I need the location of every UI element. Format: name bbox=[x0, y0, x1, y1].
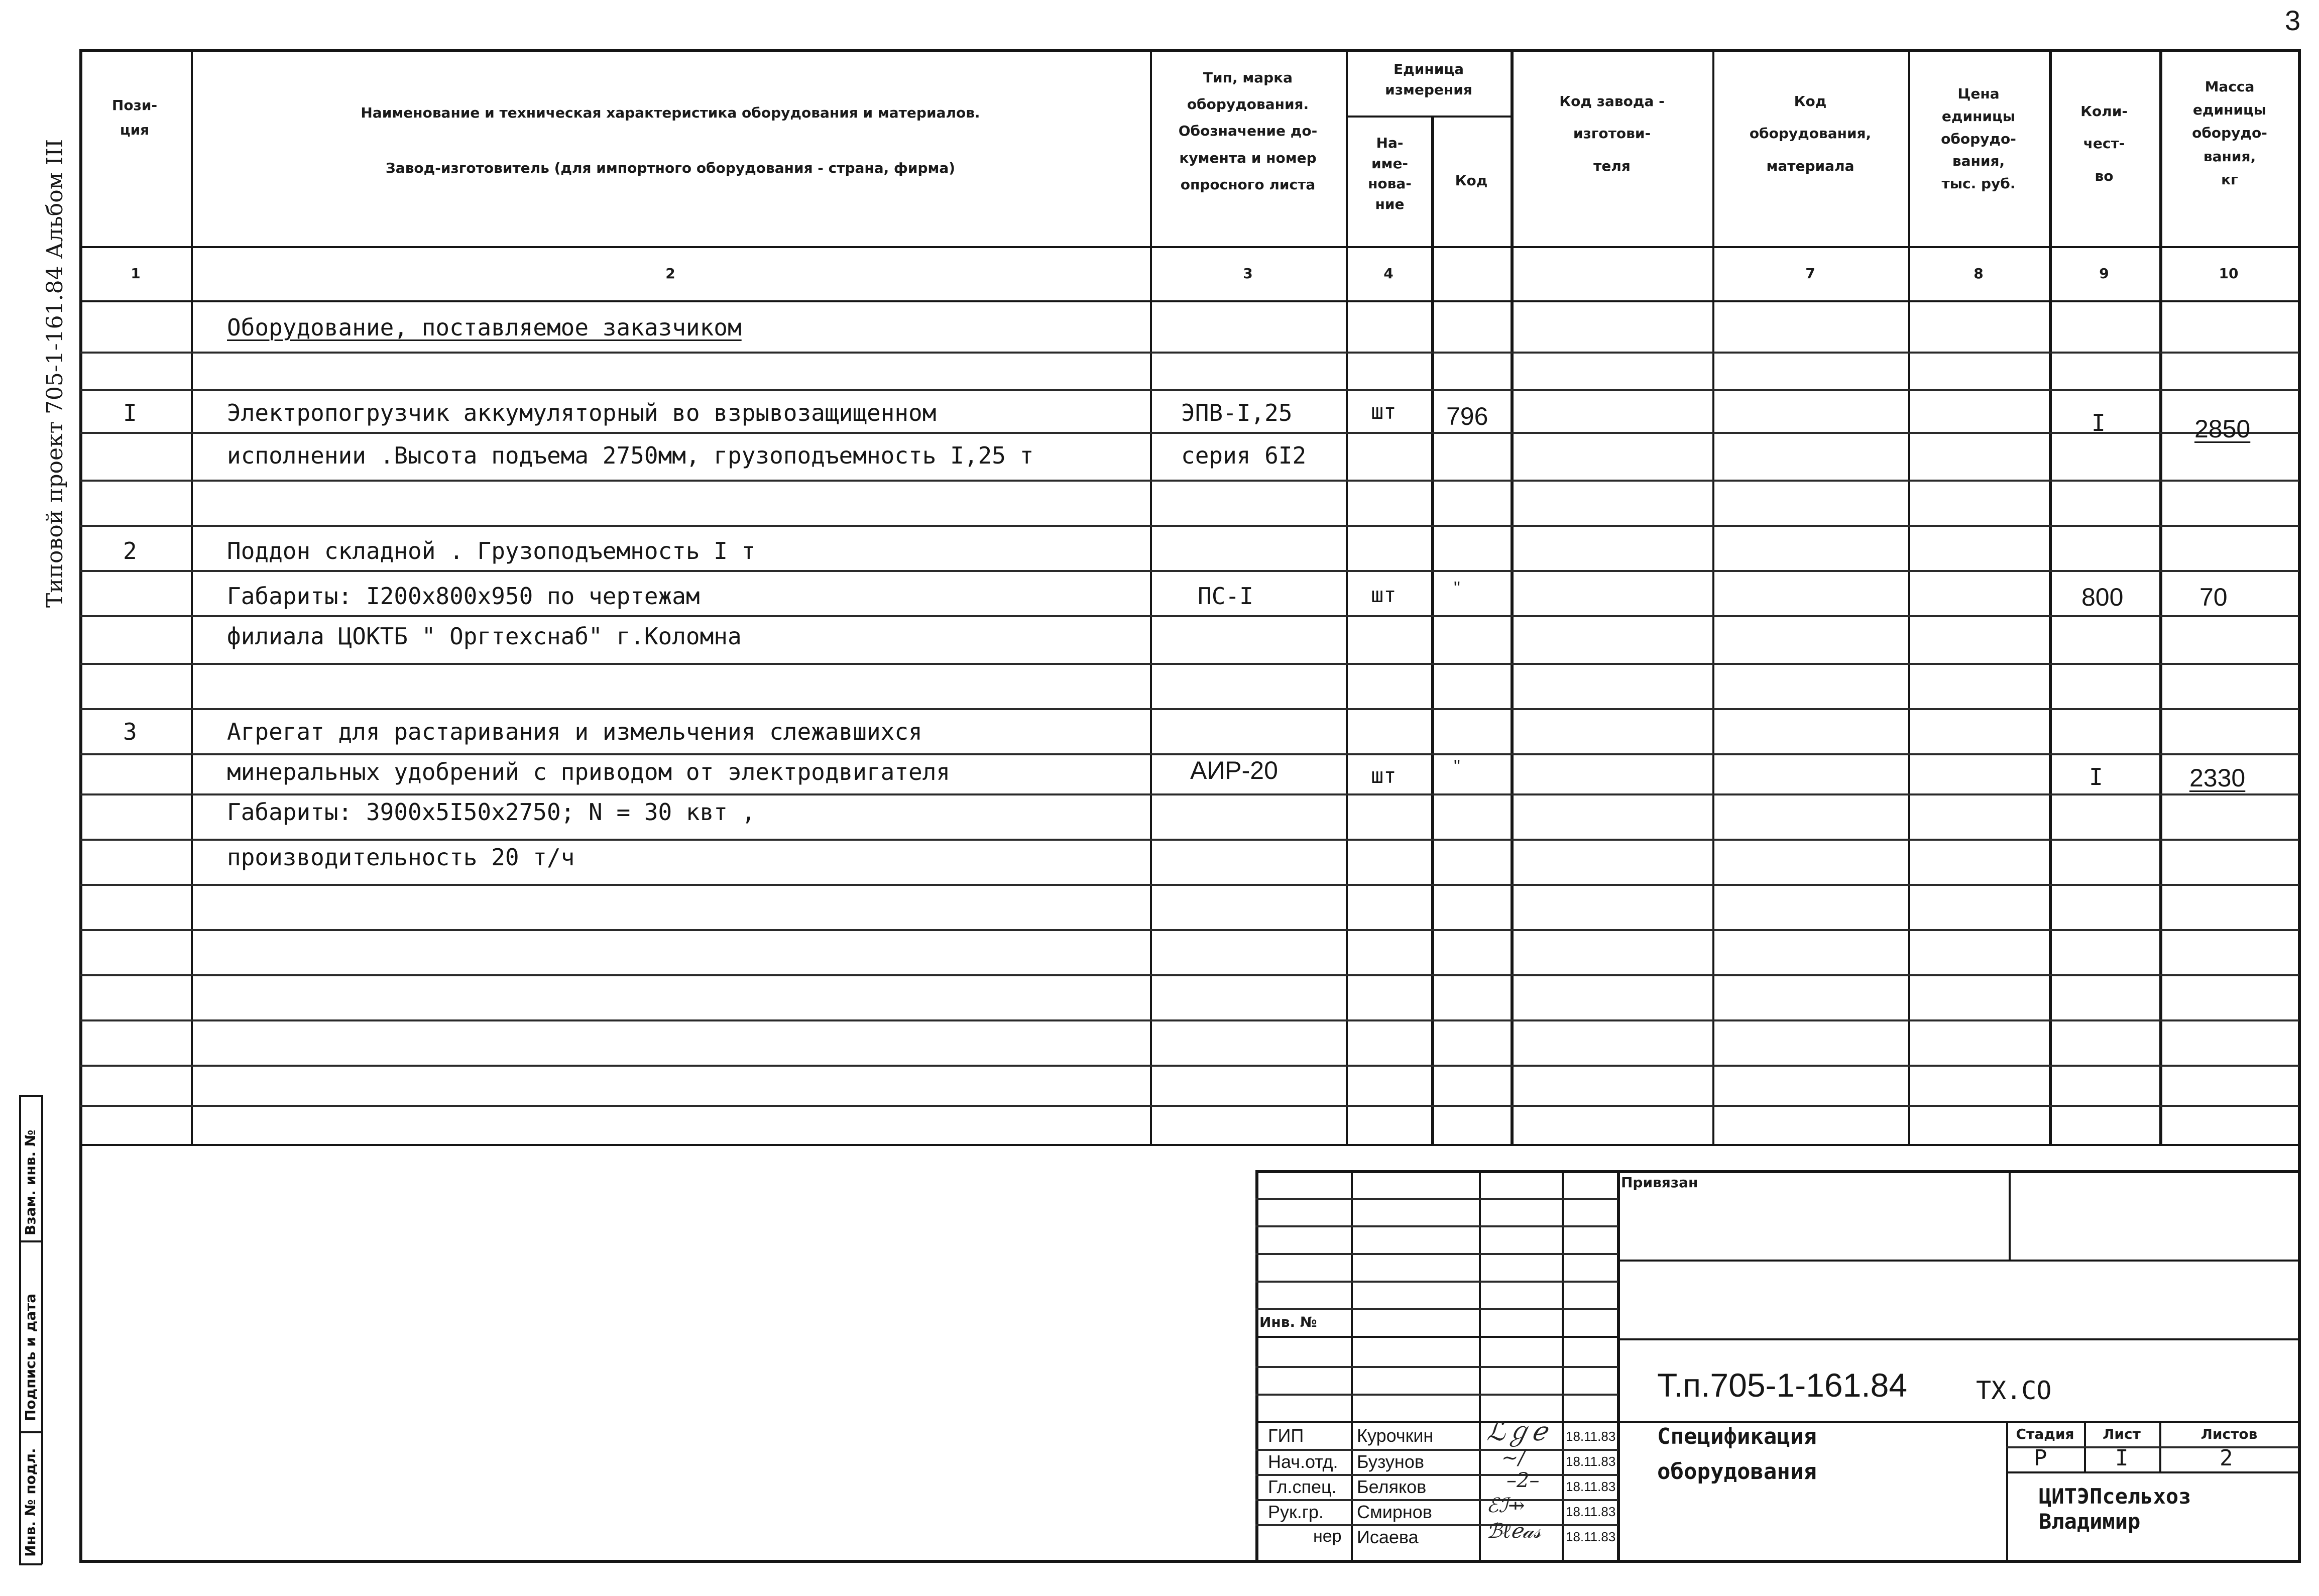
item-line: Агрегат для растаривания и измельчения слежавшихся bbox=[227, 718, 922, 745]
header-type: Тип, марка оборудования. Обозначение до- кумента и номер опросного листа bbox=[1178, 69, 1318, 193]
signature-icon: ~/ bbox=[1501, 1446, 1525, 1469]
colnum-10: 10 bbox=[2219, 265, 2239, 282]
sheet-value: I bbox=[2115, 1445, 2129, 1471]
header-unit-code: Код bbox=[1455, 172, 1488, 189]
stamp-label-signature: Подпись и дата bbox=[22, 1293, 39, 1421]
sheets-label: Листов bbox=[2200, 1426, 2258, 1442]
header-position: Пози- ция bbox=[111, 97, 158, 138]
role: Рук.гр. bbox=[1268, 1502, 1324, 1522]
page-number: 3 bbox=[2285, 5, 2301, 36]
item-line: Поддон складной . Грузоподъемность I т bbox=[227, 537, 756, 564]
item-position: I bbox=[123, 399, 137, 426]
colnum-7: 7 bbox=[1805, 265, 1815, 282]
colnum-9: 9 bbox=[2099, 265, 2109, 282]
date: 18.11.83 bbox=[1566, 1454, 1616, 1469]
item-quantity: I bbox=[2089, 763, 2103, 790]
person-name: Исаева bbox=[1357, 1527, 1419, 1547]
item-mass: 70 bbox=[2199, 583, 2228, 611]
inv-no-label: Инв. № bbox=[1259, 1314, 1317, 1330]
role: ГИП bbox=[1268, 1425, 1304, 1446]
person-name: Курочкин bbox=[1357, 1425, 1434, 1446]
header-factory-code: Код завода - изготови- теля bbox=[1559, 93, 1665, 174]
album-label: Типовой проект 705-1-161.84 Альбом III bbox=[42, 139, 68, 608]
org-line-2: Владимир bbox=[2039, 1509, 2141, 1534]
stage-value: Р bbox=[2034, 1445, 2047, 1471]
header-name: Наименование и техническая характеристика оборудования и материалов. bbox=[361, 104, 980, 121]
person-name: Бузунов bbox=[1357, 1451, 1424, 1472]
item-quantity: 800 bbox=[2081, 583, 2124, 611]
item-type: серия 6I2 bbox=[1181, 442, 1307, 469]
doc-title-line-1: Спецификация bbox=[1657, 1424, 1817, 1449]
doc-suffix: ТХ.СО bbox=[1976, 1376, 2052, 1405]
header-quantity: Коли- чест- во bbox=[2080, 103, 2128, 184]
role: Нач.отд. bbox=[1268, 1451, 1338, 1472]
colnum-8: 8 bbox=[1974, 265, 1984, 282]
item-mass: 2850 bbox=[2194, 415, 2251, 443]
org-line-1: ЦИТЭПсельхоз bbox=[2039, 1484, 2191, 1509]
signature-icon: ℬℓℯ𝒶𝓈 bbox=[1486, 1520, 1541, 1543]
colnum-3: 3 bbox=[1243, 265, 1253, 282]
item-unit-code: " bbox=[1454, 756, 1460, 776]
item-position: 3 bbox=[123, 718, 137, 745]
stamp-label-replaced: Взам. инв. № bbox=[22, 1129, 39, 1235]
date: 18.11.83 bbox=[1566, 1504, 1616, 1519]
signature-icon: ℒℊℯ bbox=[1486, 1417, 1547, 1447]
item-type: ЭПВ-I,25 bbox=[1181, 399, 1293, 426]
item-unit: шт bbox=[1371, 399, 1397, 424]
item-line: филиала ЦОКТБ " Оргтехснаб" г.Коломна bbox=[227, 623, 742, 650]
person-name: Беляков bbox=[1357, 1476, 1427, 1497]
item-line: Габариты: I200x800x950 по чертежам bbox=[227, 583, 700, 610]
colnum-4: 4 bbox=[1383, 265, 1394, 282]
role: нер bbox=[1313, 1527, 1342, 1546]
header-price: Цена единицы оборудо- вания, тыс. руб. bbox=[1941, 85, 2016, 192]
item-line: Габариты: 3900x5I50x2750; N = 30 квт , bbox=[227, 799, 756, 826]
doc-code: Т.п.705-1-161.84 bbox=[1657, 1366, 1908, 1404]
stamp-label-original: Инв. № подл. bbox=[22, 1448, 39, 1557]
person-name: Смирнов bbox=[1357, 1502, 1432, 1522]
date: 18.11.83 bbox=[1566, 1429, 1616, 1444]
item-quantity: I bbox=[2092, 409, 2106, 436]
item-type: ПС-I bbox=[1198, 583, 1253, 610]
item-line: минеральных удобрений с приводом от электродвигателя bbox=[227, 758, 951, 785]
header-mass: Масса единицы оборудо- вания, кг bbox=[2192, 78, 2267, 188]
signature-icon: ℰℐ⇸ bbox=[1486, 1494, 1525, 1517]
header-manufacturer: Завод-изготовитель (для импортного оборудования - страна, фирма) bbox=[385, 160, 956, 176]
item-unit: шт bbox=[1371, 763, 1397, 788]
date: 18.11.83 bbox=[1566, 1479, 1616, 1494]
doc-title-line-2: оборудования bbox=[1657, 1459, 1817, 1485]
item-mass: 2330 bbox=[2189, 764, 2246, 792]
item-unit-code: 796 bbox=[1446, 402, 1488, 430]
item-type: АИР-20 bbox=[1190, 756, 1278, 784]
stage-label: Стадия bbox=[2016, 1426, 2074, 1442]
date: 18.11.83 bbox=[1566, 1529, 1616, 1544]
item-unit-code: " bbox=[1454, 578, 1460, 598]
colnum-2: 2 bbox=[665, 265, 675, 282]
item-line: Электропогрузчик аккумуляторный во взрывозащищенном bbox=[227, 399, 937, 426]
signature-icon: –2– bbox=[1506, 1469, 1540, 1492]
item-line: производительность 20 т/ч bbox=[227, 844, 575, 871]
role: Гл.спец. bbox=[1268, 1476, 1337, 1497]
section-title: Оборудование, поставляемое заказчиком bbox=[227, 314, 742, 341]
header-unit-group: Единица измерения bbox=[1385, 61, 1472, 98]
colnum-1: 1 bbox=[131, 265, 141, 282]
privyazan-label: Привязан bbox=[1621, 1174, 1698, 1191]
sheet-label: Лист bbox=[2103, 1426, 2141, 1442]
sheets-value: 2 bbox=[2220, 1445, 2233, 1471]
header-unit-name: На- име- нова- ние bbox=[1368, 135, 1412, 212]
item-line: исполнении .Высота подъема 2750мм, грузоподъемность I,25 т bbox=[227, 442, 1034, 469]
header-equipment-code: Код оборудования, материала bbox=[1749, 93, 1872, 174]
item-position: 2 bbox=[123, 537, 137, 564]
item-unit: шт bbox=[1371, 583, 1397, 607]
